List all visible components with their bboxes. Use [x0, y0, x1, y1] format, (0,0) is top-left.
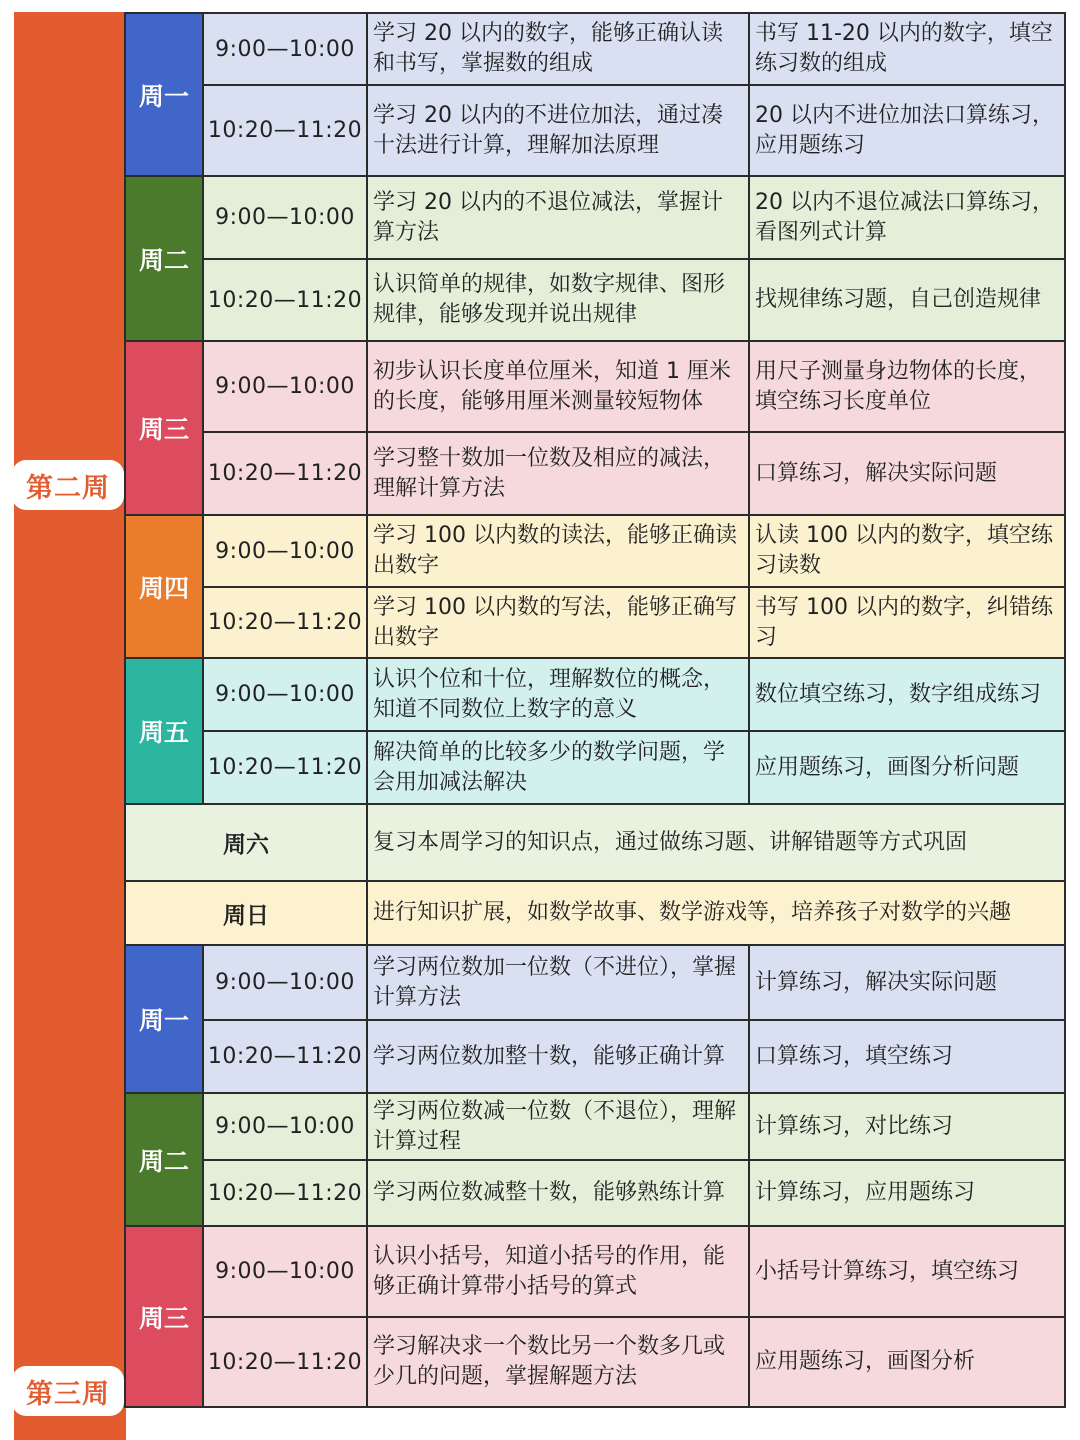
- learning-content: 学习 100 以内数的写法，能够正确写出数字: [366, 586, 750, 659]
- weekend-content: 复习本周学习的知识点，通过做练习题、讲解错题等方式巩固: [366, 803, 1066, 882]
- practice-content: 计算练习，解决实际问题: [748, 944, 1066, 1021]
- weekend-content: 进行知识扩展，如数学故事、数学游戏等，培养孩子对数学的兴趣: [366, 880, 1066, 946]
- day-label: 周四: [124, 514, 204, 659]
- learning-content: 学习两位数加一位数（不进位），掌握计算方法: [366, 944, 750, 1021]
- time-slot: 10:20—11:20: [202, 431, 368, 516]
- learning-content: 学习 20 以内的数字，能够正确认读和书写，掌握数的组成: [366, 12, 750, 86]
- learning-content: 学习两位数加整十数，能够正确计算: [366, 1019, 750, 1094]
- learning-content: 认识简单的规律，如数字规律、图形规律，能够发现并说出规律: [366, 258, 750, 342]
- practice-content: 口算练习，解决实际问题: [748, 431, 1066, 516]
- weekend-day-label: 周日: [124, 880, 368, 946]
- day-label: 周三: [124, 1225, 204, 1408]
- time-slot: 9:00—10:00: [202, 514, 368, 588]
- time-slot: 9:00—10:00: [202, 340, 368, 433]
- time-slot: 10:20—11:20: [202, 1019, 368, 1094]
- practice-content: 20 以内不进位加法口算练习，应用题练习: [748, 84, 1066, 177]
- learning-content: 学习 20 以内的不退位减法，掌握计算方法: [366, 175, 750, 260]
- practice-content: 找规律练习题，自己创造规律: [748, 258, 1066, 342]
- weekend-day-label: 周六: [124, 803, 368, 882]
- learning-content: 学习两位数减整十数，能够熟练计算: [366, 1159, 750, 1227]
- time-slot: 9:00—10:00: [202, 175, 368, 260]
- week-label: 第二周: [12, 460, 124, 510]
- time-slot: 9:00—10:00: [202, 944, 368, 1021]
- day-label: 周二: [124, 175, 204, 342]
- time-slot: 9:00—10:00: [202, 1225, 368, 1318]
- time-slot: 9:00—10:00: [202, 1092, 368, 1161]
- time-slot: 9:00—10:00: [202, 657, 368, 732]
- practice-content: 书写 11-20 以内的数字，填空练习数的组成: [748, 12, 1066, 86]
- practice-content: 应用题练习，画图分析: [748, 1316, 1066, 1408]
- learning-content: 学习整十数加一位数及相应的减法，理解计算方法: [366, 431, 750, 516]
- day-label: 周三: [124, 340, 204, 516]
- learning-content: 认识小括号，知道小括号的作用，能够正确计算带小括号的算式: [366, 1225, 750, 1318]
- learning-content: 认识个位和十位，理解数位的概念，知道不同数位上数字的意义: [366, 657, 750, 732]
- day-label: 周二: [124, 1092, 204, 1227]
- practice-content: 小括号计算练习，填空练习: [748, 1225, 1066, 1318]
- learning-content: 初步认识长度单位厘米，知道 1 厘米的长度，能够用厘米测量较短物体: [366, 340, 750, 433]
- week-label: 第三周: [12, 1366, 124, 1416]
- learning-content: 学习解决求一个数比另一个数多几或少几的问题，掌握解题方法: [366, 1316, 750, 1408]
- practice-content: 20 以内不退位减法口算练习，看图列式计算: [748, 175, 1066, 260]
- time-slot: 10:20—11:20: [202, 1316, 368, 1408]
- time-slot: 10:20—11:20: [202, 730, 368, 805]
- time-slot: 10:20—11:20: [202, 586, 368, 659]
- practice-content: 数位填空练习，数字组成练习: [748, 657, 1066, 732]
- practice-content: 口算练习，填空练习: [748, 1019, 1066, 1094]
- day-label: 周一: [124, 944, 204, 1094]
- practice-content: 应用题练习，画图分析问题: [748, 730, 1066, 805]
- learning-content: 学习 100 以内数的读法，能够正确读出数字: [366, 514, 750, 588]
- practice-content: 计算练习，对比练习: [748, 1092, 1066, 1161]
- learning-content: 解决简单的比较多少的数学问题，学会用加减法解决: [366, 730, 750, 805]
- practice-content: 计算练习，应用题练习: [748, 1159, 1066, 1227]
- time-slot: 10:20—11:20: [202, 84, 368, 177]
- day-label: 周一: [124, 12, 204, 177]
- time-slot: 9:00—10:00: [202, 12, 368, 86]
- day-label: 周五: [124, 657, 204, 805]
- learning-content: 学习 20 以内的不进位加法，通过凑十法进行计算，理解加法原理: [366, 84, 750, 177]
- practice-content: 认读 100 以内的数字，填空练习读数: [748, 514, 1066, 588]
- time-slot: 10:20—11:20: [202, 258, 368, 342]
- time-slot: 10:20—11:20: [202, 1159, 368, 1227]
- learning-content: 学习两位数减一位数（不退位），理解计算过程: [366, 1092, 750, 1161]
- practice-content: 书写 100 以内的数字，纠错练习: [748, 586, 1066, 659]
- practice-content: 用尺子测量身边物体的长度，填空练习长度单位: [748, 340, 1066, 433]
